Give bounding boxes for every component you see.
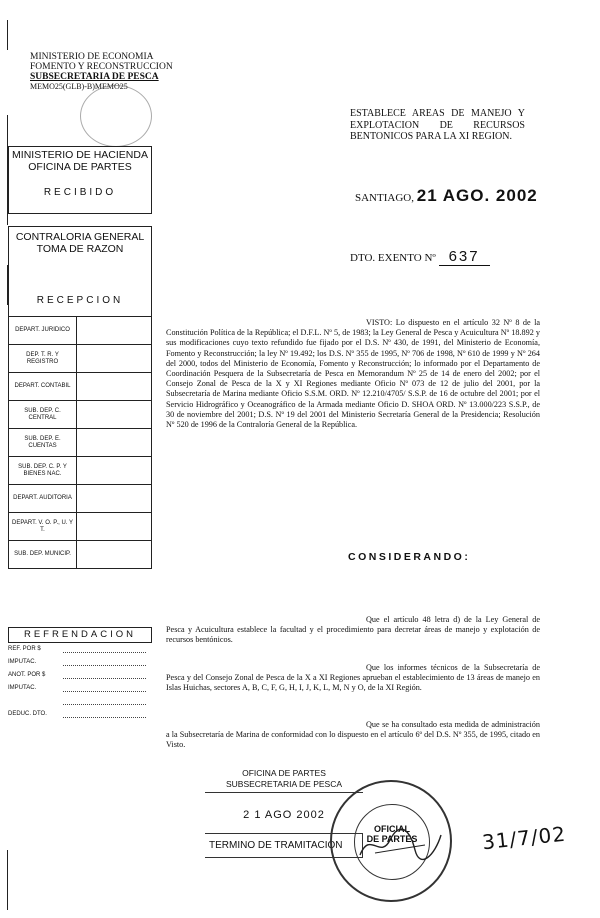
ref-label: IMPUTAC. xyxy=(8,685,37,691)
letterhead-line: MEMO25(GLB)-B)MEMO25 xyxy=(30,82,128,91)
table-row xyxy=(9,401,151,429)
list-item xyxy=(8,682,150,695)
signature xyxy=(355,825,445,865)
letterhead-line: MINISTERIO DE ECONOMIA xyxy=(30,52,154,62)
list-item xyxy=(8,656,150,669)
hacienda-line2: OFICINA DE PARTES xyxy=(28,161,132,173)
list-item xyxy=(8,643,150,656)
considerando-p3 xyxy=(166,720,540,751)
date-city: SANTIAGO, xyxy=(355,192,414,204)
stamp-line2: SUBSECRETARIA DE PESCA xyxy=(225,779,343,789)
hacienda-line1: MINISTERIO DE HACIENDA xyxy=(12,149,148,161)
letterhead xyxy=(30,52,173,92)
margin-line xyxy=(7,20,8,50)
row-label: DEPART. JURIDICO xyxy=(9,317,77,344)
table-row xyxy=(9,457,151,485)
table-row xyxy=(9,513,151,541)
handwritten-date: 31/7/02 xyxy=(480,821,568,855)
table-row xyxy=(9,373,151,401)
row-label: DEPART. CONTABIL xyxy=(9,373,77,400)
reception-table xyxy=(8,316,152,569)
margin-line xyxy=(7,850,8,910)
ref-label: DEDUC. DTO. xyxy=(8,711,47,717)
refrendacion-rows xyxy=(8,643,150,721)
visto-paragraph xyxy=(166,318,540,430)
considerando-heading: CONSIDERANDO: xyxy=(348,551,471,563)
ref-label: ANOT. POR $ xyxy=(8,672,46,678)
considerando-p2 xyxy=(166,663,540,694)
table-row xyxy=(9,345,151,373)
ref-label: IMPUTAC. xyxy=(8,659,37,665)
table-row xyxy=(9,317,151,345)
list-item xyxy=(8,695,150,708)
stamp-line1: OFICINA DE PARTES xyxy=(242,768,326,778)
decree-number: 637 xyxy=(439,248,490,266)
row-label: SUB. DEP. C. P. Y BIENES NAC. xyxy=(9,457,77,484)
ref-label xyxy=(8,695,63,708)
hacienda-box xyxy=(8,146,152,214)
row-label: SUB. DEP. E. CUENTAS xyxy=(9,429,77,456)
seal-text-line1: OFICIAL xyxy=(374,824,410,834)
considerando-text: Que el artículo 48 letra d) de la Ley General de Pesca y Acuicultura establece la facultad y el procedimiento para decretar áreas de manejo y explotación de recursos bentónicos. xyxy=(166,615,540,645)
decree-label: DTO. EXENTO Nº xyxy=(350,252,436,264)
stamp-term: TERMINO DE TRAMITACION xyxy=(205,833,363,858)
letterhead-line: SUBSECRETARIA DE PESCA xyxy=(30,72,159,82)
refrendacion-label: REFRENDACION xyxy=(23,629,136,640)
row-label: DEPART. AUDITORIA xyxy=(9,485,77,512)
recibido-label: RECIBIDO xyxy=(43,187,117,198)
table-row xyxy=(9,485,151,513)
list-item xyxy=(8,708,150,721)
contraloria-box xyxy=(8,226,152,317)
row-label: SUB. DEP. MUNICIP. xyxy=(9,541,77,568)
considerando-text: Que se ha consultado esta medida de administración a la Subsecretaría de Marina de conformidad con lo dispuesto en el artículo 6º del D.S. Nº 355, de 1995, citado en Visto. xyxy=(166,720,540,750)
letterhead-line: FOMENTO Y RECONSTRUCCION xyxy=(30,62,173,72)
row-label: DEP. T. R. Y REGISTRO xyxy=(9,345,77,372)
table-row xyxy=(9,541,151,569)
considerando-p1 xyxy=(166,615,540,646)
contraloria-line1: CONTRALORIA GENERAL xyxy=(15,231,145,243)
recepcion-label: RECEPCION xyxy=(36,295,124,306)
decree-subject: ESTABLECE AREAS DE MANEJO Y EXPLOTACION DE RECURSOS BENTONICOS PARA LA XI REGION. xyxy=(350,108,525,142)
date-line xyxy=(355,186,538,206)
row-label: SUB. DEP. C. CENTRAL xyxy=(9,401,77,428)
date-stamp: 21 AGO. 2002 xyxy=(416,186,538,205)
faded-stamp xyxy=(80,85,152,147)
stamp-date: 2 1 AGO 2002 xyxy=(243,809,325,821)
contraloria-line2: TOMA DE RAZON xyxy=(36,243,124,255)
decree-number-line xyxy=(350,248,490,265)
table-row xyxy=(9,429,151,457)
considerando-text: Que los informes técnicos de la Subsecretaría de Pesca y del Consejo Zonal de Pesca de la X a XI Regiones aprueban el establecimiento de 13 áreas de manejo en Islas Huichas, sectores A, B, C, F, G, H, I, J, K, L, M, N y O, de la XI Región. xyxy=(166,663,540,693)
visto-text: VISTO: Lo dispuesto en el artículo 32 Nº 8 de la Constitución Política de la República; el D.F.L. Nº 5, de 1983; la Ley General de Pesca y Acuicultura Nº 18.892 y sus modificaciones cuyo texto refundido fue fijado por el D.S. Nº 430, de 1991, del Ministerio de Economía, Fomento y Reconstrucción; la ley Nº 19.492; los D.S. Nº 355 de 1995, Nº 706 de 1998, Nº 610 de 1999 y Nº 264 del 2000, todos del Ministerio de Economía, Fomento y Reconstrucción; lo informado por el Departamento de Coordinación Pesquera de la Subsecretaría de Pesca en Memorandum Nº 25 de 14 de enero del 2002; por el Consejo Zonal de Pesca de la X y XI Regiones mediante Oficio Nº 073 de 12 de julio del 2001, por la Subsecretaría de Marina mediante Oficio S.S.M. ORD. Nº 12.210/4705/ S.S.P. de 16 de octubre del 2001; por el Servicio Hidrográfico y Oceanográfico de la Armada mediante Oficio D. SHOA ORD. Nº 13.000/223 S.S.P., de 30 de noviembre del 2001; D.S. Nº 19 del 2001 del Ministerio Secretaría General de la Presidencia; Resolución Nº 520 de 1996 de la Contraloría General de la República. xyxy=(166,318,540,430)
row-label: DEPART. V. O. P., U. Y T. xyxy=(9,513,77,540)
ref-label: REF. POR $ xyxy=(8,646,41,652)
list-item xyxy=(8,669,150,682)
seal-text-line2: DE PARTES xyxy=(366,834,418,844)
refrendacion-box xyxy=(8,627,152,643)
